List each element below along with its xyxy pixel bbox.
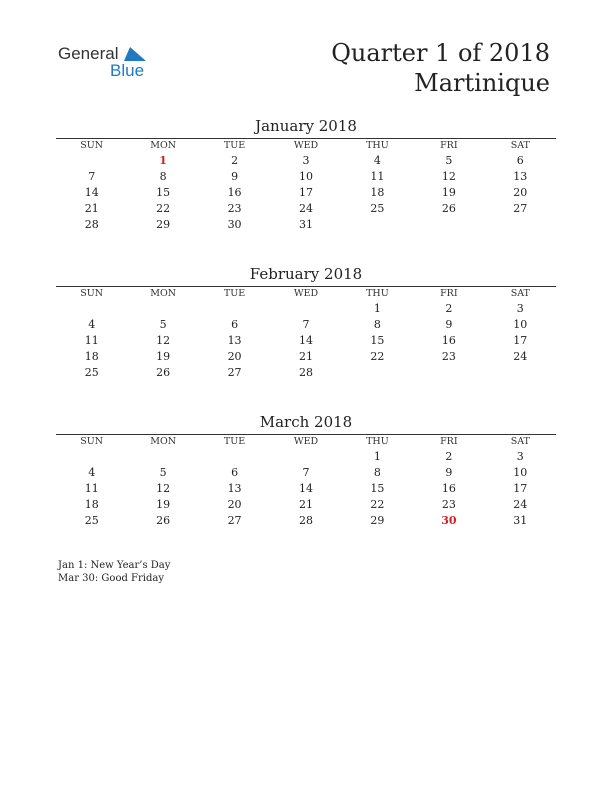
weekday-label: FRI (440, 288, 458, 299)
weekday-header (56, 435, 556, 449)
day-cell: 26 (156, 514, 171, 527)
day-cell: 29 (156, 218, 171, 231)
month-title: February 2018 (249, 265, 363, 283)
logo-triangle-icon (124, 47, 146, 61)
day-cell: 9 (231, 170, 239, 183)
day-cell: 8 (159, 170, 167, 183)
weekday-label: THU (366, 288, 389, 299)
day-cell-empty (199, 301, 270, 317)
day-cell: 16 (441, 482, 456, 495)
month-title: March 2018 (259, 413, 353, 431)
day-cell: 15 (370, 334, 385, 347)
day-cell: 9 (445, 318, 453, 331)
day-cell: 19 (156, 498, 171, 511)
day-cell: 7 (302, 318, 310, 331)
weekday-label: MON (150, 140, 177, 151)
weekday-label: MON (150, 288, 177, 299)
day-cell-empty (127, 449, 198, 465)
weekday-label: TUE (223, 288, 246, 299)
day-cell: 23 (227, 202, 242, 215)
weekday-header (56, 139, 556, 153)
day-cell: 14 (298, 334, 313, 347)
day-cell-empty (342, 365, 413, 381)
day-cell: 12 (441, 170, 456, 183)
weekday-label: MON (150, 436, 177, 447)
holiday-note: Mar 30: Good Friday (58, 573, 164, 584)
day-cell: 18 (370, 186, 385, 199)
day-cell: 21 (84, 202, 99, 215)
day-cell: 4 (373, 154, 381, 167)
day-cell: 22 (370, 498, 385, 511)
day-cell: 25 (84, 514, 99, 527)
month-march (56, 412, 556, 529)
day-cell-empty (127, 301, 198, 317)
weekday-label: WED (293, 436, 319, 447)
day-cell: 18 (84, 498, 99, 511)
weekday-label: SAT (510, 288, 530, 299)
day-cell: 20 (227, 350, 242, 363)
day-cell: 21 (298, 498, 313, 511)
day-cell: 28 (298, 366, 313, 379)
weekday-label: SUN (80, 288, 104, 299)
day-cell: 2 (445, 302, 453, 315)
weekday-label: FRI (440, 436, 458, 447)
day-cell-empty (413, 217, 484, 233)
weekday-label: SAT (510, 140, 530, 151)
holiday-note: Jan 1: New Year’s Day (58, 560, 171, 571)
day-cell: 4 (88, 466, 96, 479)
day-cell: 24 (298, 202, 313, 215)
day-cell: 15 (156, 186, 171, 199)
day-cell: 10 (513, 318, 528, 331)
day-cell: 31 (513, 514, 528, 527)
day-cell: 26 (441, 202, 456, 215)
day-cell: 20 (227, 498, 242, 511)
month-february (56, 264, 556, 381)
day-cell: 19 (441, 186, 456, 199)
day-cell: 23 (441, 498, 456, 511)
day-cell: 17 (513, 334, 528, 347)
day-cell: 11 (370, 170, 385, 183)
weekday-label: TUE (223, 140, 246, 151)
day-cell-empty (56, 301, 127, 317)
day-cell: 6 (231, 466, 239, 479)
day-cell: 17 (298, 186, 313, 199)
day-cell: 11 (84, 482, 99, 495)
day-cell-holiday: 30 (441, 514, 457, 527)
day-cell: 10 (513, 466, 528, 479)
day-cell: 6 (231, 318, 239, 331)
day-cell: 20 (513, 186, 528, 199)
day-cell: 5 (445, 154, 453, 167)
weekday-label: SUN (80, 140, 104, 151)
weekday-label: THU (366, 140, 389, 151)
day-cell: 16 (441, 334, 456, 347)
generalblue-logo (58, 44, 168, 84)
weekday-header (56, 287, 556, 301)
day-cell: 24 (513, 350, 528, 363)
day-grid (56, 301, 556, 381)
day-cell: 2 (445, 450, 453, 463)
month-title: January 2018 (255, 117, 357, 135)
day-cell: 13 (227, 482, 242, 495)
logo-word-general: General (58, 44, 119, 63)
day-cell: 15 (370, 482, 385, 495)
day-cell: 4 (88, 318, 96, 331)
day-cell-empty (199, 449, 270, 465)
month-january (56, 116, 556, 233)
day-cell: 26 (156, 366, 171, 379)
day-cell-empty (270, 449, 341, 465)
logo-word-blue: Blue (110, 61, 145, 80)
day-cell: 31 (298, 218, 313, 231)
day-cell: 12 (156, 334, 171, 347)
day-cell: 9 (445, 466, 453, 479)
holiday-notes (58, 559, 170, 585)
day-cell: 28 (298, 514, 313, 527)
day-cell-empty (56, 449, 127, 465)
day-cell: 3 (302, 154, 310, 167)
day-grid (56, 449, 556, 529)
day-cell: 16 (227, 186, 242, 199)
day-cell: 17 (513, 482, 528, 495)
day-cell: 3 (516, 302, 524, 315)
weekday-label: WED (293, 140, 319, 151)
weekday-label: TUE (223, 436, 246, 447)
title-country: Martinique (414, 69, 550, 97)
day-grid (56, 153, 556, 233)
day-cell: 5 (159, 318, 167, 331)
day-cell: 27 (227, 366, 242, 379)
day-cell: 14 (84, 186, 99, 199)
day-cell: 23 (441, 350, 456, 363)
title-quarter: Quarter 1 of 2018 (331, 39, 550, 67)
day-cell: 13 (513, 170, 528, 183)
weekday-label: WED (293, 288, 319, 299)
day-cell: 19 (156, 350, 171, 363)
day-cell-holiday: 1 (159, 154, 167, 167)
day-cell: 11 (84, 334, 99, 347)
day-cell: 22 (370, 350, 385, 363)
day-cell: 13 (227, 334, 242, 347)
weekday-label: SAT (510, 436, 530, 447)
day-cell: 3 (516, 450, 524, 463)
day-cell-empty (56, 153, 127, 169)
day-cell: 27 (513, 202, 528, 215)
day-cell: 29 (370, 514, 385, 527)
day-cell: 21 (298, 350, 313, 363)
day-cell-empty (270, 301, 341, 317)
day-cell: 1 (373, 450, 381, 463)
day-cell: 18 (84, 350, 99, 363)
day-cell: 2 (231, 154, 239, 167)
day-cell: 7 (302, 466, 310, 479)
day-cell: 10 (298, 170, 313, 183)
day-cell-empty (413, 365, 484, 381)
day-cell-empty (485, 217, 556, 233)
day-cell: 24 (513, 498, 528, 511)
day-cell: 7 (88, 170, 96, 183)
day-cell: 28 (84, 218, 99, 231)
day-cell: 22 (156, 202, 171, 215)
day-cell: 12 (156, 482, 171, 495)
weekday-label: FRI (440, 140, 458, 151)
day-cell: 1 (373, 302, 381, 315)
day-cell: 25 (84, 366, 99, 379)
day-cell-empty (485, 365, 556, 381)
day-cell: 14 (298, 482, 313, 495)
day-cell-empty (342, 217, 413, 233)
day-cell: 8 (373, 466, 381, 479)
day-cell: 27 (227, 514, 242, 527)
day-cell: 6 (516, 154, 524, 167)
day-cell: 5 (159, 466, 167, 479)
day-cell: 8 (373, 318, 381, 331)
day-cell: 30 (227, 218, 242, 231)
page-title (331, 38, 550, 98)
weekday-label: THU (366, 436, 389, 447)
weekday-label: SUN (80, 436, 104, 447)
day-cell: 25 (370, 202, 385, 215)
